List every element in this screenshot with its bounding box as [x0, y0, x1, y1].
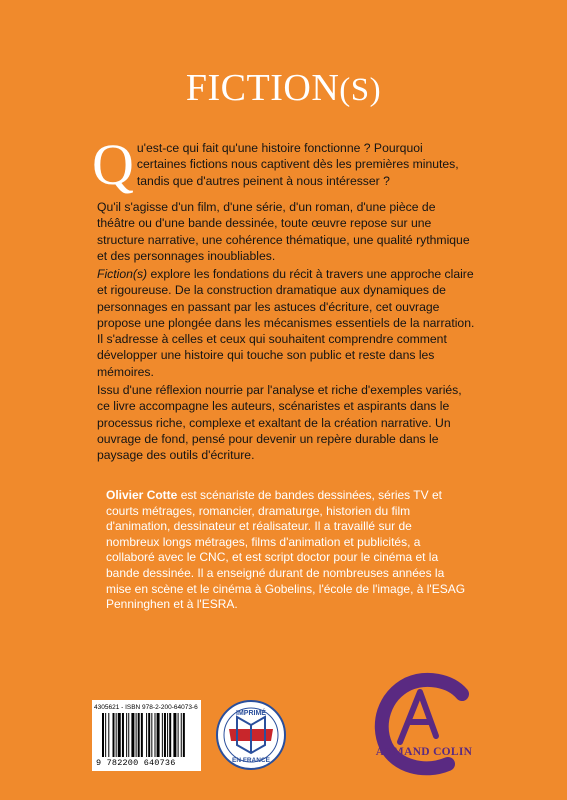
intro-paragraph: [92, 132, 475, 197]
intro-text: u'est-ce qui fait qu'une histoire fonctionne ? Pourquoi certaines fictions nous captivent dès les premières minutes, tandis que d'autres peinent à nous intéresser ?: [136, 141, 459, 188]
barcode-number: 9 782200 640736: [96, 758, 176, 768]
paragraph-3: [97, 266, 475, 380]
author-name: Olivier Cotte: [106, 488, 178, 502]
title-main: FICTION: [185, 67, 340, 109]
paragraph-2: Qu'il s'agisse d'un film, d'une série, d'un roman, d'une pièce de théâtre ou d'une bande dessinée, toute œuvre repose sur une structure narrative, une cohérence thématique, une qualité rythmique et des personnages inoubliables.: [97, 200, 470, 263]
armand-colin-logo: [370, 672, 478, 784]
badge-bottom-text: EN FRANCE: [232, 757, 270, 764]
barcode-bars: [102, 713, 194, 757]
publisher-name: ARMAND COLIN: [375, 746, 473, 758]
isbn-text: 4305621 - ISBN 978-2-200-64073-6: [94, 704, 198, 711]
author-bio: [106, 488, 468, 613]
drop-cap: Q: [92, 132, 134, 197]
paragraph-4: Issu d'une réflexion nourrie par l'analyse et riche d'exemples variés, ce livre accompagne les auteurs, scénaristes et aspirants dans le processus riche, complexe et exaltant de la création narrative. Un ouvrage de fond, pensé pour devenir un repère durable dans le paysage des outils d'écriture.: [97, 383, 462, 463]
printed-in-france-badge: [215, 699, 287, 771]
author-bio-text: est scénariste de bandes dessinées, séries TV et courts métrages, romancier, dramaturge, historien du film d'animation, dessinateur et réalisateur. Il a travaillé sur de nombreux longs métrages, films d'animation et publicités, a collaboré avec le CNC, et est script doctor pour le cinéma et la bande dessinée. Il a enseigné durant de nombreuses années la mise en scène et le cinéma à Gobelins, l'école de l'image, à l'ESAG Penninghen et à l'ESRA.: [106, 488, 466, 612]
badge-top-text: IMPRIMÉ: [236, 710, 266, 717]
isbn-barcode: [92, 700, 201, 771]
title-paren: (S): [339, 72, 382, 108]
paragraph-3-text: explore les fondations du récit à travers une approche claire et rigoureuse. De la construction dramatique aux dynamiques de personnages en passant par les astuces d'écriture, cet ouvrage propose une plongée dans les mécanismes essentiels de la narration. Il s'adresse à celles et ceux qui souhaitent comprendre comment développer une histoire qui touche son public et reste dans les mémoires.: [97, 267, 475, 379]
book-title: [0, 66, 567, 110]
book-title-italic: Fiction(s): [97, 267, 148, 281]
